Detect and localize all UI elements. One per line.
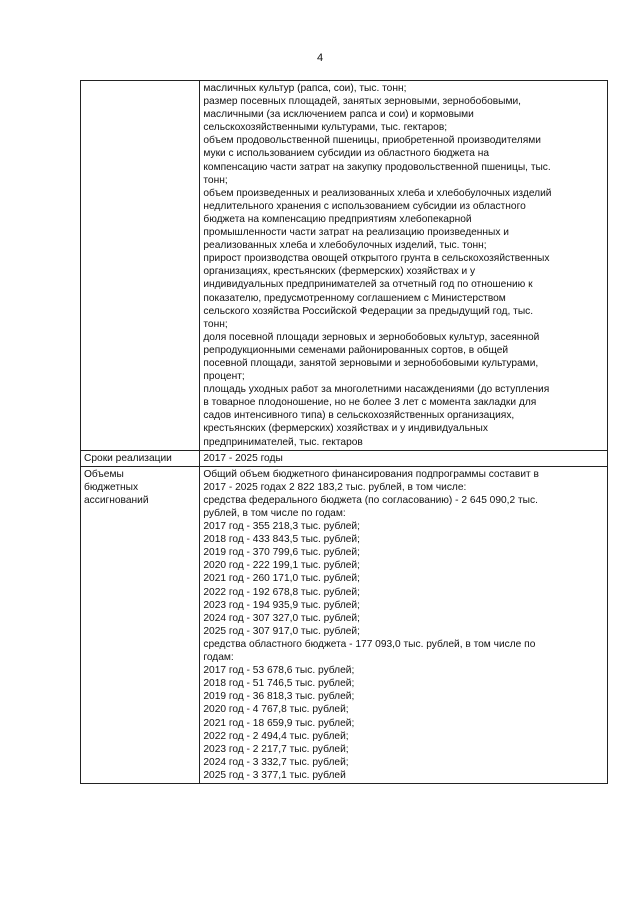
content-line: 2017 год - 355 218,3 тыс. рублей;	[203, 521, 360, 533]
content-line: посевной площади, занятой зерновыми и зернобобовыми культурами,	[203, 357, 539, 369]
content-line: реализованных хлеба и хлебобулочных изделий, тыс. тонн;	[203, 240, 487, 252]
content-line: размер посевных площадей, занятых зерновыми, зернобобовыми,	[203, 96, 521, 108]
content-line: объем продовольственной пшеницы, приобретенной производителями	[203, 135, 541, 147]
content-line: 2025 год - 3 377,1 тыс. рублей	[203, 769, 346, 781]
content-line: муки с использованием субсидии из областного бюджета на	[203, 148, 489, 160]
label-cell	[81, 81, 200, 451]
content-line: недлительного хранения с использованием субсидии из областного	[203, 200, 526, 212]
table-body	[81, 81, 608, 784]
content-line: средства областного бюджета - 177 093,0 тыс. рублей, в том числе по	[203, 638, 536, 650]
label-line: Объемы	[84, 468, 124, 480]
content-line: сельскохозяйственными культурами, тыс. гектаров;	[203, 122, 448, 134]
content-cell	[200, 81, 608, 451]
content-line: 2019 год - 370 799,6 тыс. рублей;	[203, 547, 360, 559]
content-line: объем произведенных и реализованных хлеба и хлебобулочных изделий	[203, 187, 552, 199]
content-line: 2018 год - 433 843,5 тыс. рублей;	[203, 534, 360, 546]
content-line: 2021 год - 18 659,9 тыс. рублей;	[203, 717, 355, 729]
content-line: 2022 год - 2 494,4 тыс. рублей;	[203, 730, 349, 742]
content-line: промышленности части затрат на реализацию произведенных и	[203, 227, 509, 239]
content-line: масличных культур (рапса, сои), тыс. тонн;	[203, 83, 407, 94]
content-line: 2025 год - 307 917,0 тыс. рублей;	[203, 625, 360, 637]
content-line: 2017 год - 53 678,6 тыс. рублей;	[203, 665, 355, 677]
content-line: 2021 год - 260 171,0 тыс. рублей;	[203, 573, 360, 585]
content-line: 2019 год - 36 818,3 тыс. рублей;	[203, 691, 355, 703]
implementation-period-row	[81, 450, 608, 466]
label-cell	[81, 466, 200, 783]
content-line: масличными (за исключением рапса и сои) и кормовыми	[203, 109, 474, 121]
content-line: прирост производства овощей открытого грунта в сельскохозяйственных	[203, 253, 550, 265]
content-line: индивидуальных предпринимателей за отчетный год по отношению к	[203, 279, 533, 291]
indicators-row	[81, 81, 608, 451]
content-line: 2017 - 2025 годы	[203, 452, 283, 464]
content-line: предпринимателей, тыс. гектаров	[203, 436, 363, 448]
content-line: 2023 год - 2 217,7 тыс. рублей;	[203, 743, 349, 755]
content-line: 2020 год - 4 767,8 тыс. рублей;	[203, 704, 349, 716]
label-line: ассигнований	[84, 494, 149, 506]
content-line: годам:	[203, 652, 234, 664]
subprogram-passport-table	[80, 80, 608, 784]
content-line: крестьянских (фермерских) хозяйствах и у индивидуальных	[203, 423, 488, 435]
content-line: доля посевной площади зерновых и зернобобовых культур, засеянной	[203, 331, 540, 343]
content-cell	[200, 466, 608, 783]
content-line: репродукционными семенами районированных сортов, в общей	[203, 344, 509, 356]
content-cell	[200, 450, 608, 466]
budget-allocations-row	[81, 466, 608, 783]
content-line: компенсацию части затрат на закупку продовольственной пшеницы, тыс.	[203, 161, 551, 173]
content-line: садов интенсивного типа) в сельскохозяйственных организациях,	[203, 410, 515, 422]
content-line: в товарное плодоношение, но не более 3 лет с момента закладки для	[203, 397, 537, 409]
content-line: рублей, в том числе по годам:	[203, 508, 346, 519]
content-line: средства федерального бюджета (по согласованию) - 2 645 090,2 тыс.	[203, 494, 538, 506]
content-line: 2023 год - 194 935,9 тыс. рублей;	[203, 599, 360, 611]
content-line: 2022 год - 192 678,8 тыс. рублей;	[203, 586, 360, 598]
label-line: бюджетных	[84, 481, 139, 493]
label-line: Сроки реализации	[84, 452, 172, 464]
content-line: 2024 год - 307 327,0 тыс. рублей;	[203, 612, 360, 624]
content-line: бюджета на компенсацию предприятиям хлебопекарной	[203, 213, 472, 225]
content-line: 2020 год - 222 199,1 тыс. рублей;	[203, 560, 360, 572]
content-line: тонн;	[203, 174, 228, 186]
content-line: 2024 год - 3 332,7 тыс. рублей;	[203, 756, 349, 768]
content-line: 2017 - 2025 годах 2 822 183,2 тыс. рублей, в том числе:	[203, 481, 467, 493]
page-number: 4	[316, 52, 324, 64]
content-line: тонн;	[203, 318, 228, 330]
content-line: площадь уходных работ за многолетними насаждениями (до вступления	[203, 384, 550, 396]
content-line: организациях, крестьянских (фермерских) хозяйствах и у	[203, 266, 476, 278]
content-line: Общий объем бюджетного финансирования подпрограммы составит в	[203, 468, 539, 480]
content-line: 2018 год - 51 746,5 тыс. рублей;	[203, 678, 355, 690]
content-line: показателю, предусмотренному соглашением с Министерством	[203, 292, 506, 304]
content-line: сельского хозяйства Российской Федерации за предыдущий год, тыс.	[203, 305, 534, 317]
label-cell	[81, 450, 200, 466]
content-line: процент;	[203, 371, 245, 383]
